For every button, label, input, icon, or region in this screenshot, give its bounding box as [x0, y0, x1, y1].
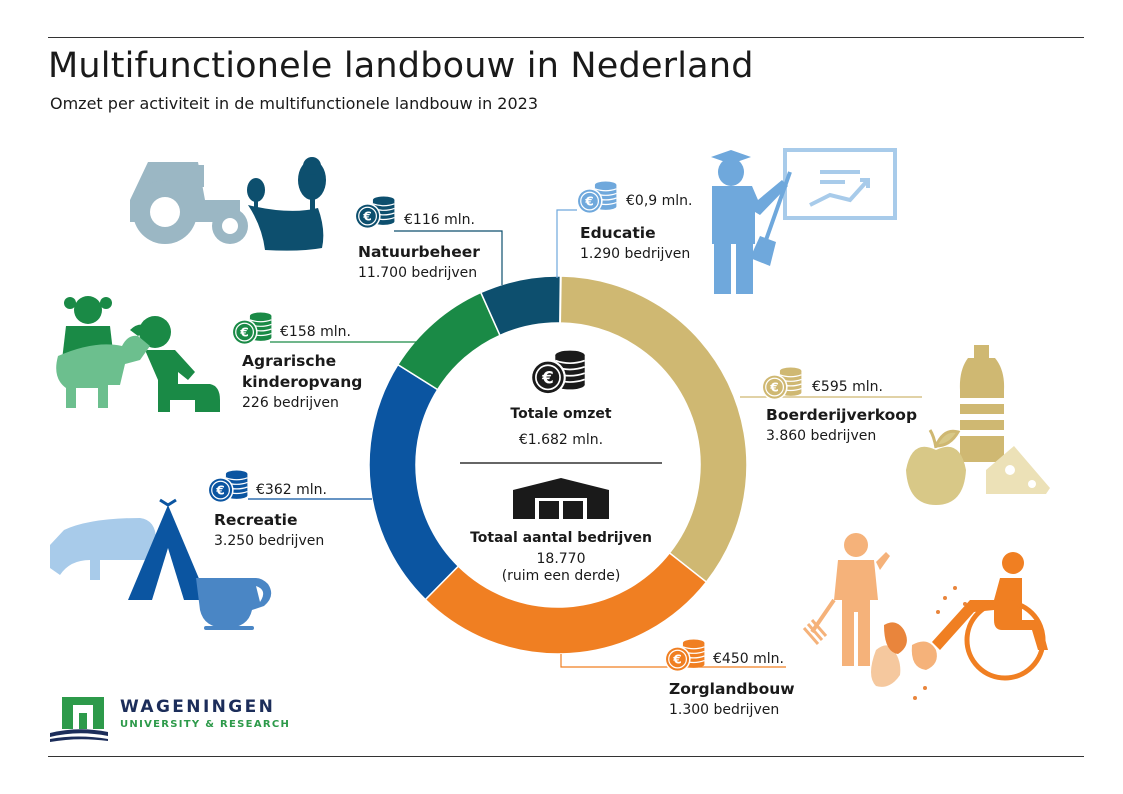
trees-icon: [247, 157, 326, 251]
label-natuurbeheer: [358, 212, 480, 283]
slice-agrarische-kinderopvang: [398, 292, 500, 389]
label-educatie: [580, 193, 692, 264]
label-zorglandbouw: [669, 651, 795, 720]
count-educatie: 1.290 bedrijven: [580, 246, 691, 262]
center-omzet-value: €1.682 mln.: [518, 432, 604, 448]
center-bedrijven-label: Totaal aantal bedrijven: [470, 530, 652, 546]
name-natuurbeheer: Natuurbeheer: [358, 243, 480, 261]
label-agrarische-kinderopvang: [242, 324, 372, 413]
leader-educatie: [557, 210, 577, 278]
amount-natuurbeheer: €116 mln.: [404, 212, 475, 228]
count-zorglandbouw: 1.300 bedrijven: [669, 702, 780, 718]
count-natuurbeheer: 11.700 bedrijven: [358, 265, 478, 281]
name-agrarische-kinderopvang: Agrarische kinderopvang: [242, 352, 363, 391]
children-goat-icon: [56, 296, 220, 412]
coins-icon: [530, 351, 585, 396]
center-bedrijven-value: 18.770: [536, 551, 586, 567]
center-omzet-label: Totale omzet: [510, 406, 612, 422]
cup-icon: [196, 578, 271, 630]
amount-educatie: €0,9 mln.: [626, 193, 693, 209]
amount-recreatie: €362 mln.: [256, 482, 327, 498]
name-educatie: Educatie: [580, 224, 656, 242]
count-recreatie: 3.250 bedrijven: [214, 533, 325, 549]
cow-icon: [50, 518, 156, 580]
tractor-icon: [130, 162, 248, 244]
farmer-icon: [804, 533, 890, 666]
label-recreatie: [214, 482, 327, 551]
wheelchair-icon: [932, 552, 1048, 678]
logo-mark: [50, 697, 108, 742]
amount-zorglandbouw: €450 mln.: [713, 651, 784, 667]
barn-icon: [513, 478, 609, 519]
name-zorglandbouw: Zorglandbouw: [669, 680, 795, 698]
label-boerderijverkoop: [766, 379, 917, 446]
count-boerderijverkoop: 3.860 bedrijven: [766, 428, 877, 444]
center-bedrijven-note: (ruim een derde): [501, 568, 621, 584]
count-agrarische-kinderopvang: 226 bedrijven: [242, 395, 339, 411]
name-boerderijverkoop: Boerderijverkoop: [766, 406, 918, 424]
donut-chart: [369, 276, 747, 654]
logo-wordmark: WAGENINGEN: [120, 697, 276, 717]
teacher-icon: [711, 150, 790, 294]
bottle-icon: [960, 345, 1004, 462]
name-recreatie: Recreatie: [214, 511, 298, 529]
whiteboard-icon: [785, 150, 895, 218]
amount-agrarische-kinderopvang: €158 mln.: [280, 324, 351, 340]
page-subtitle: Omzet per activiteit in de multifunctionele landbouw in 2023: [50, 94, 539, 113]
chickens-icon: [871, 586, 967, 700]
slice-recreatie: [369, 365, 458, 600]
amount-boerderijverkoop: €595 mln.: [812, 379, 883, 395]
logo-subline: UNIVERSITY & RESEARCH: [120, 719, 291, 730]
page-title: Multifunctionele landbouw in Nederland: [48, 46, 754, 86]
